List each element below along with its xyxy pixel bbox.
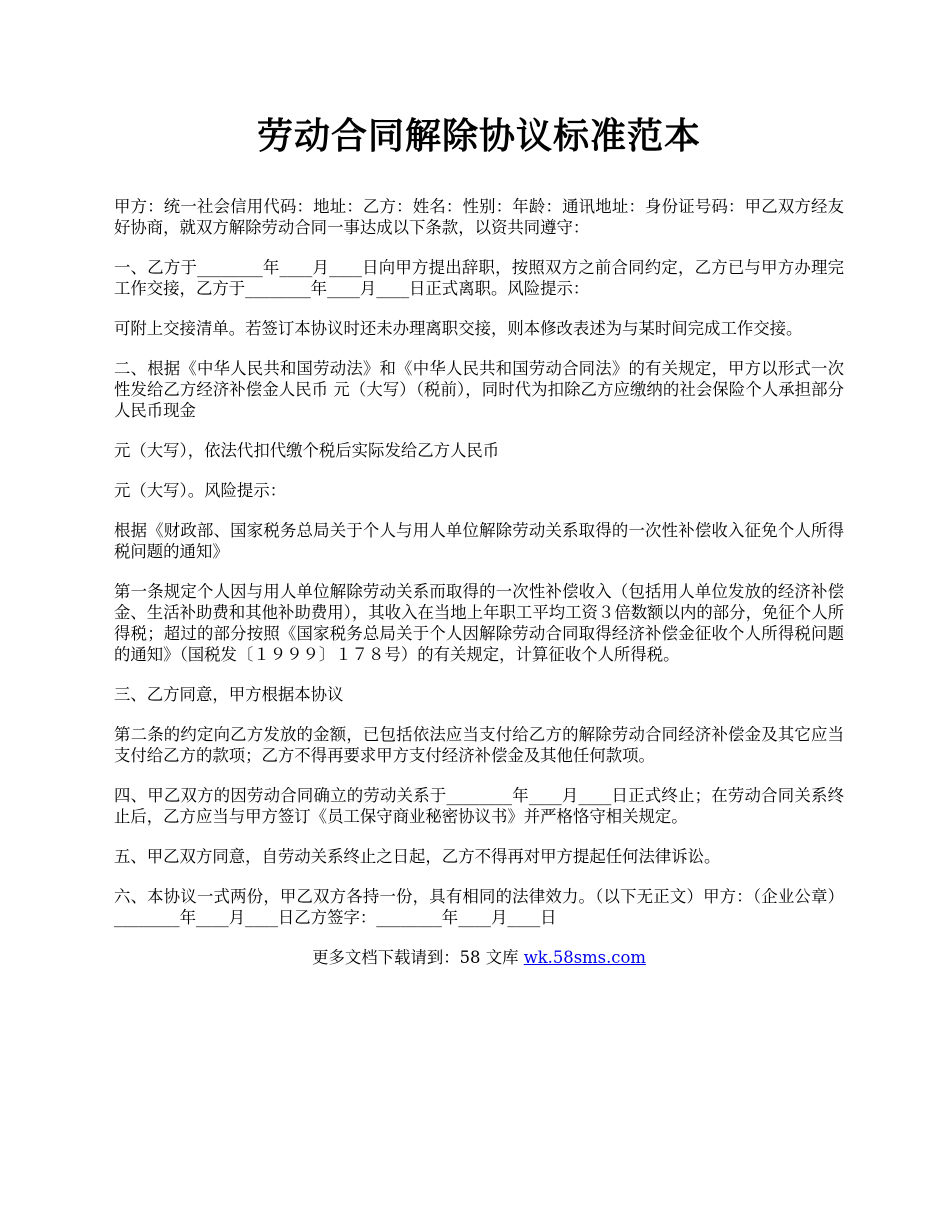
footer-text: 更多文档下载请到：58 文库 (312, 948, 524, 967)
paragraph-tax-notice-ref: 根据《财政部、国家税务总局关于个人与用人单位解除劳动关系取得的一次性补偿收入征免个人所得税问题的通知》 (114, 521, 844, 561)
paragraph-clause-5: 五、甲乙双方同意，自劳动关系终止之日起，乙方不得再对甲方提起任何法律诉讼。 (114, 847, 721, 866)
paragraph-clause-2-risk: 元（大写）。风险提示： (114, 481, 287, 500)
footer-link[interactable]: wk.58sms.com (523, 948, 646, 967)
paragraph-tax-notice-detail: 第一条规定个人因与用人单位解除劳动关系而取得的一次性补偿收入（包括用人单位发放的经济补偿金、生活补助费和其他补助费用），其收入在当地上年职工平均工资３倍数额以内的部分，免征个人所得税；超过的部分按照《国家税务总局关于个人因解除劳动合同取得经济补偿金征收个人所得税问题的通知》（国税发〔１９９９〕１７８号）的有关规定，计算征收个人所得税。 (114, 582, 844, 664)
paragraph-clause-3-detail: 第二条的约定向乙方发放的金额，已包括依法应当支付给乙方的解除劳动合同经济补偿金及其它应当支付给乙方的款项；乙方不得再要求甲方支付经济补偿金及其他任何款项。 (114, 725, 844, 765)
paragraph-clause-1: 一、乙方于________年____月____日向甲方提出辞职，按照双方之前合同约定，乙方已与甲方办理完工作交接，乙方于________年____月____日正式离职。风险提示： (114, 258, 844, 298)
document-page (114, 108, 844, 968)
paragraph-clause-2-amount: 元（大写），依法代扣代缴个税后实际发给乙方人民币 (114, 441, 500, 460)
paragraph-clause-2: 二、根据《中华人民共和国劳动法》和《中华人民共和国劳动合同法》的有关规定，甲方以形式一次性发给乙方经济补偿金人民币 元（大写）（税前），同时代为扣除乙方应缴纳的社会保险个人承担部分人民币现金 (114, 359, 844, 420)
document-footer (114, 947, 844, 968)
paragraph-clause-6-signatures: 六、本协议一式两份，甲乙双方各持一份，具有相同的法律效力。（以下无正文）甲方：（企业公章）________年____月____日乙方签字：________年____月____日 (114, 887, 844, 927)
paragraph-clause-4: 四、甲乙双方的因劳动合同确立的劳动关系于________年____月____日正式终止；在劳动合同关系终止后，乙方应当与甲方签订《员工保守商业秘密协议书》并严格恪守相关规定。 (114, 786, 844, 826)
paragraph-clause-1-note: 可附上交接清单。若签订本协议时还未办理离职交接，则本修改表述为与某时间完成工作交接。 (114, 319, 803, 338)
paragraph-clause-3: 三、乙方同意，甲方根据本协议 (114, 685, 344, 704)
document-title: 劳动合同解除协议标准范本 (256, 116, 701, 157)
paragraph-parties: 甲方：统一社会信用代码：地址：乙方：姓名：性别：年龄：通讯地址：身份证号码：甲乙双方经友好协商，就双方解除劳动合同一事达成以下条款，以资共同遵守： (114, 197, 844, 237)
